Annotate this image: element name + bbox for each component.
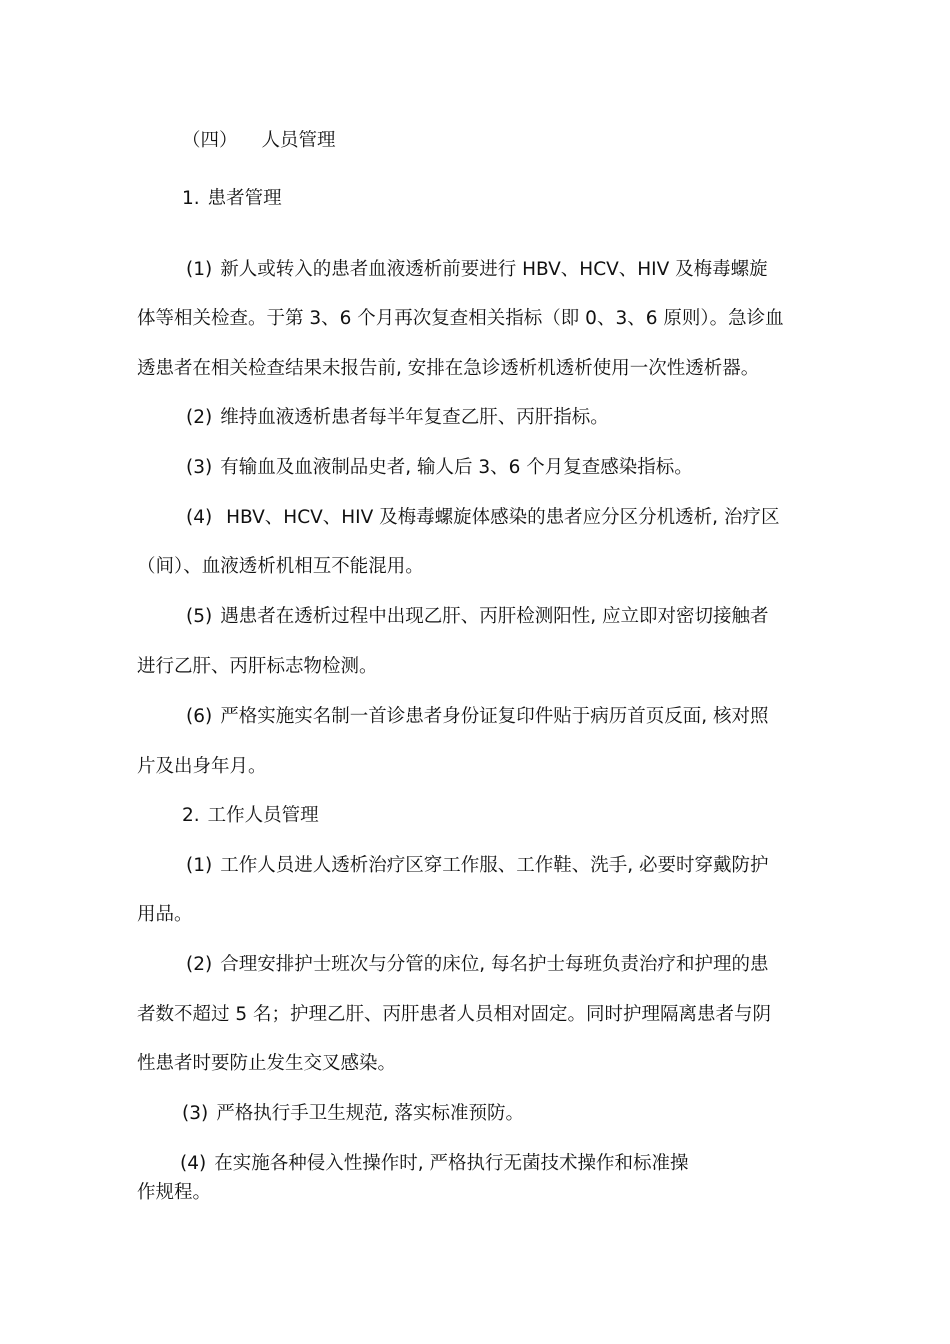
patient-item-1-line-3: 透患者在相关检查结果未报告前, 安排在急诊透析机透析使用一次性透析器。 [137, 358, 760, 379]
patient-item-1-line-2: 体等相关检查。于第 3、6 个月再次复查相关指标（即 0、3、6 原则）。急诊血 [137, 308, 784, 329]
item-text: 合理安排护士班次与分管的床位, 每名护士每班负责治疗和护理的患 [220, 954, 769, 975]
item-text: 新人或转入的患者血液透析前要进行 HBV、HCV、HIV 及梅毒螺旋 [220, 259, 768, 280]
section-number: （四） [182, 130, 238, 151]
item-number: (5) [186, 606, 213, 627]
item-number: (3) [182, 1103, 209, 1124]
item-number: (2) [186, 407, 213, 428]
patient-item-6-line-1 [186, 704, 768, 730]
item-number: (4) [180, 1153, 207, 1174]
staff-item-3 [182, 1101, 524, 1127]
item-text: HBV、HCV、HIV 及梅毒螺旋体感染的患者应分区分机透析, 治疗区 [220, 507, 780, 528]
patient-item-6-line-2: 片及出身年月。 [137, 756, 267, 777]
subsection-number: 1. [182, 188, 200, 209]
staff-item-4-line-1 [180, 1151, 688, 1177]
item-text: 严格执行手卫生规范, 落实标准预防。 [216, 1103, 524, 1124]
staff-item-2-line-2: 者数不超过 5 名；护理乙肝、丙肝患者人员相对固定。同时护理隔离患者与阴 [137, 1004, 772, 1025]
subsection-heading-patient [182, 186, 282, 212]
item-number: (1) [186, 259, 213, 280]
patient-item-1-line-1 [186, 257, 768, 283]
patient-item-4-line-1 [186, 505, 779, 531]
section-heading [182, 128, 336, 154]
section-title: 人员管理 [261, 130, 336, 151]
item-text: 有输血及血液制品史者, 输人后 3、6 个月复查感染指标。 [220, 457, 693, 478]
item-number: (3) [186, 457, 213, 478]
patient-item-5-line-1 [186, 604, 768, 630]
patient-item-5-line-2: 进行乙肝、丙肝标志物检测。 [137, 656, 378, 677]
item-number: (2) [186, 954, 213, 975]
item-number: (6) [186, 706, 213, 727]
item-text: 工作人员进人透析治疗区穿工作服、工作鞋、洗手, 必要时穿戴防护 [220, 855, 769, 876]
staff-item-2-line-3: 性患者时要防止发生交叉感染。 [137, 1053, 397, 1074]
subsection-number: 2. [182, 805, 200, 826]
item-text: 严格实施实名制一首诊患者身份证复印件贴于病历首页反面, 核对照 [220, 706, 769, 727]
staff-item-1-line-1 [186, 853, 768, 879]
subsection-heading-staff [182, 803, 319, 829]
patient-item-3 [186, 455, 693, 481]
staff-item-1-line-2: 用品。 [137, 904, 193, 925]
item-text: 遇患者在透析过程中出现乙肝、丙肝检测阳性, 应立即对密切接触者 [220, 606, 769, 627]
staff-item-2-line-1 [186, 952, 768, 978]
item-number: (1) [186, 855, 213, 876]
subsection-title: 工作人员管理 [207, 805, 319, 826]
item-text: 在实施各种侵入性操作时, 严格执行无菌技术操作和标准操 [214, 1153, 689, 1174]
staff-item-4-line-2: 作规程。 [137, 1182, 212, 1203]
item-number: (4) [186, 507, 213, 528]
patient-item-4-line-2: （间）、血液透析机相互不能混用。 [137, 556, 424, 577]
subsection-title: 患者管理 [207, 188, 282, 209]
item-text: 维持血液透析患者每半年复查乙肝、丙肝指标。 [220, 407, 609, 428]
patient-item-2 [186, 405, 609, 431]
